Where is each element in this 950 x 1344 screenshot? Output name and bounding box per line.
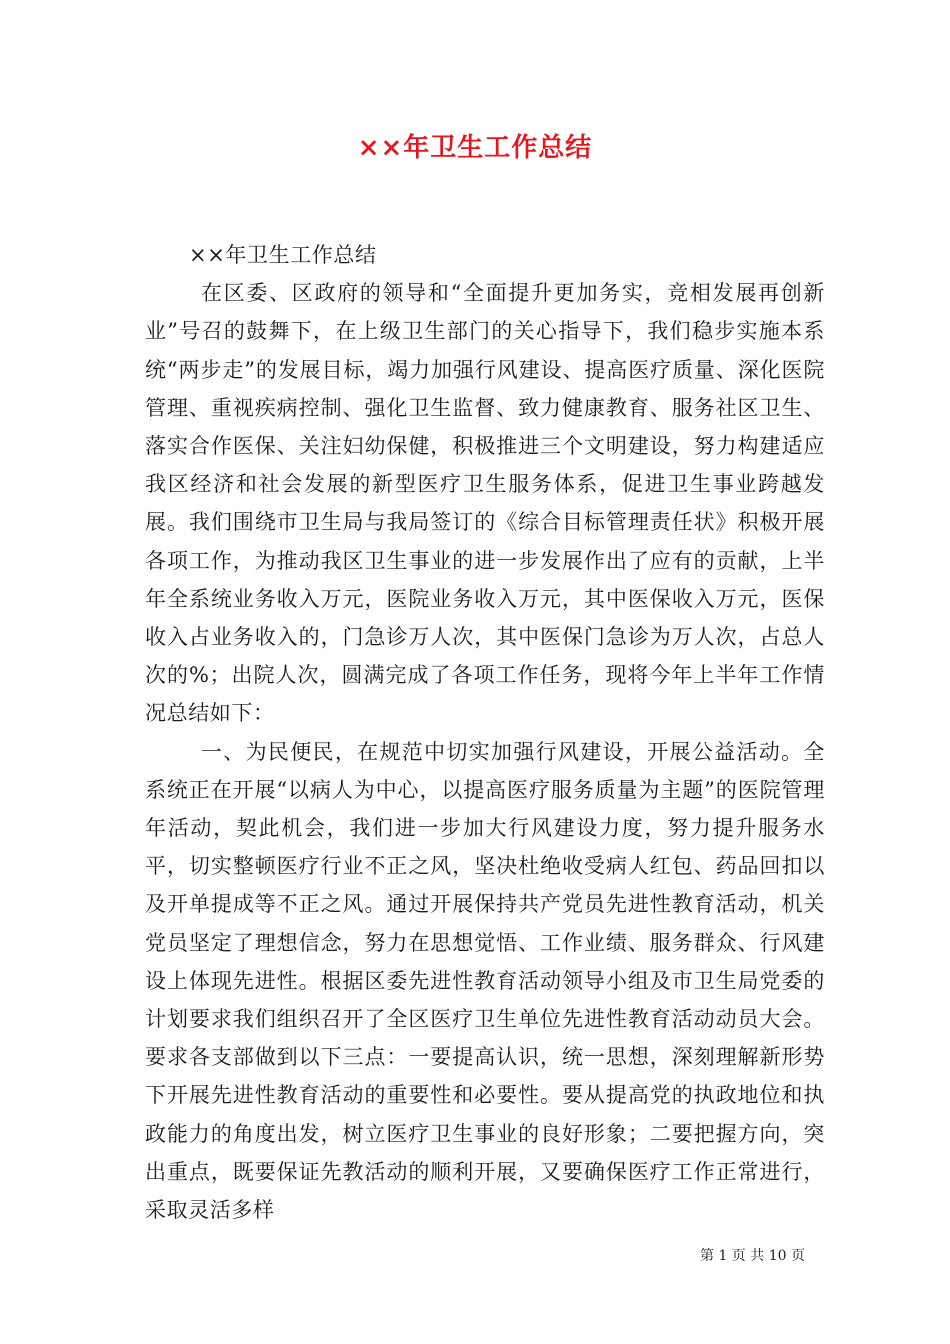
document-title: ××年卫生工作总结	[357, 133, 593, 163]
page-number: 第 1 页 共 10 页	[700, 1248, 805, 1264]
paragraph-intro: 在区委、区政府的领导和“全面提升更加务实，竞相发展再创新业”号召的鼓舞下，在上级卫生部门的关心指导下，我们稳步实施本系统“两步走”的发展目标，竭力加强行风建设、提高医疗质量、深化医院管理、重视疾病控制、强化卫生监督、致力健康教育、服务社区卫生、落实合作医保、关注妇幼保健，积极推进三个文明建设，努力构建适应我区经济和社会发展的新型医疗卫生服务体系，促进卫生事业跨越发展。我们围绕市卫生局与我局签订的《综合目标管理责任状》积极开展各项工作，为推动我区卫生事业的进一步发展作出了应有的贡献，上半年全系统业务收入万元，医院业务收入万元，其中医保收入万元，医保收入占业务收入的，门急诊万人次，其中医保门急诊为万人次，占总人次的%；出院人次，圆满完成了各项工作任务，现将今年上半年工作情况总结如下：	[145, 281, 825, 726]
document-subtitle: ××年卫生工作总结	[189, 243, 377, 267]
paragraph-section-one: 一、为民便民，在规范中切实加强行风建设，开展公益活动。全系统正在开展“以病人为中心，以提高医疗服务质量为主题”的医院管理年活动，契此机会，我们进一步加大行风建设力度，努力提升服务水平，切实整顿医疗行业不正之风，坚决杜绝收受病人红包、药品回扣以及开单提成等不正之风。通过开展保持共产党员先进性教育活动，机关党员坚定了理想信念，努力在思想觉悟、工作业绩、服务群众、行风建设上体现先进性。根据区委先进性教育活动领导小组及市卫生局党委的计划要求我们组织召开了全区医疗卫生单位先进性教育活动动员大会。要求各支部做到以下三点：一要提高认识，统一思想，深刻理解新形势下开展先进性教育活动的重要性和必要性。要从提高党的执政地位和执政能力的角度出发，树立医疗卫生事业的良好形象；二要把握方向，突出重点，既要保证先教活动的顺利开展，又要确保医疗工作正常进行，采取灵活多样	[145, 739, 825, 1223]
document-body	[145, 236, 825, 1229]
